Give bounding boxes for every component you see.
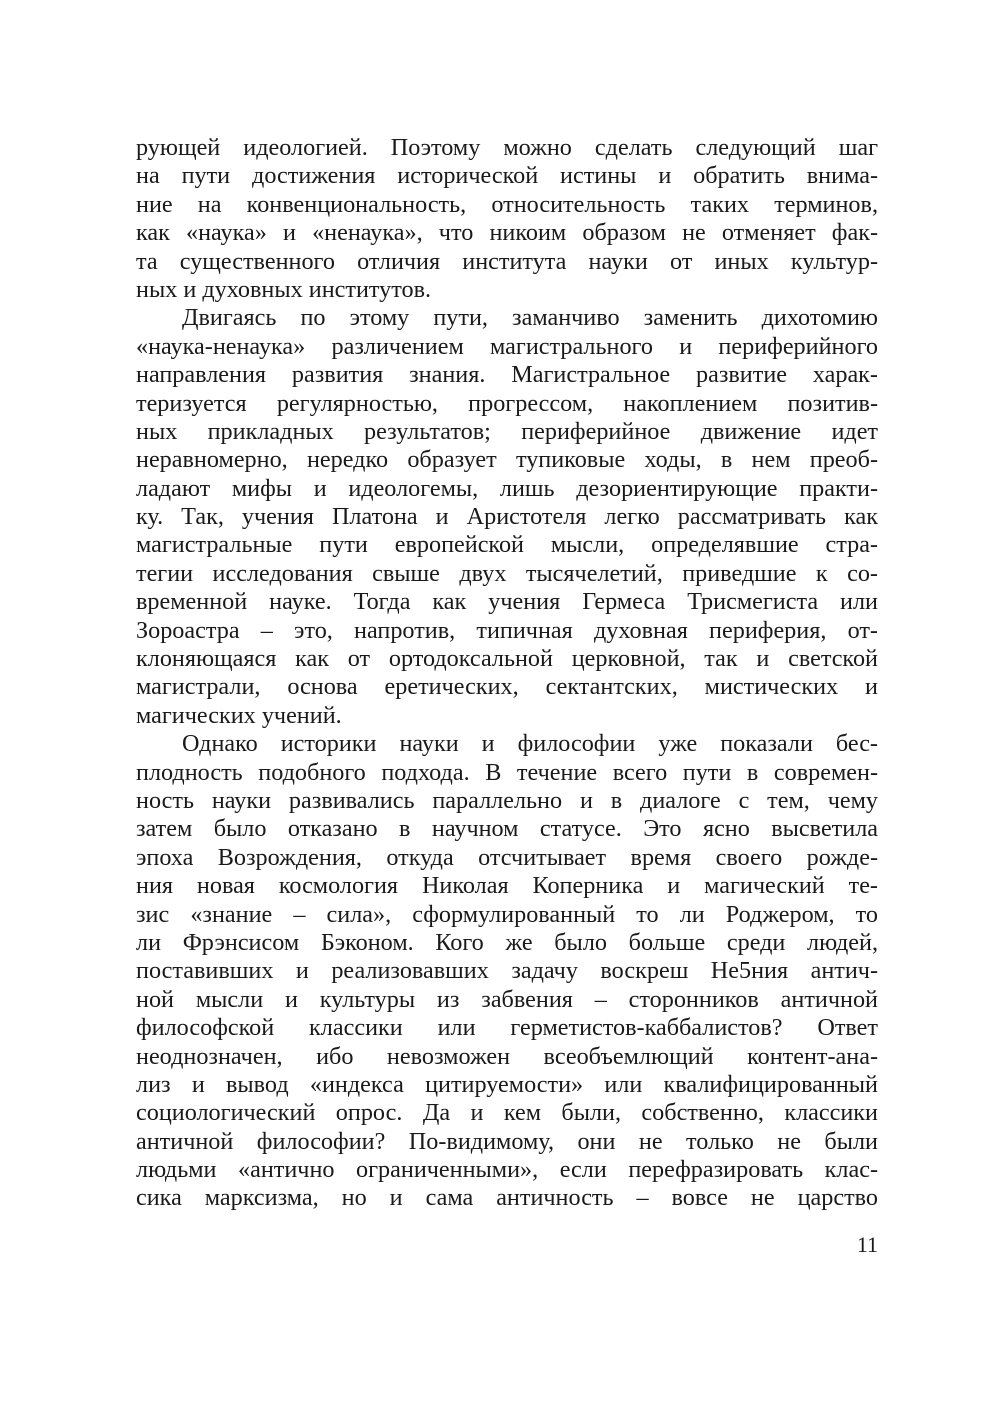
body-text [136,134,878,1213]
text-line: зис «знание – сила», сформулированный то ли Роджером, то [136,900,878,928]
text-line: ных и духовных институтов. [136,275,432,303]
text-line: античной философии? По-видимому, они не только не были [136,1127,878,1155]
text-line: ку. Так, учения Платона и Аристотеля легко рассматривать как [136,503,878,531]
text-line: временной науке. Тогда как учения Гермеса Трисмегиста или [136,588,878,616]
text-line: ных прикладных результатов; периферийное движение идет [136,417,878,445]
text-line: как «наука» и «ненаука», что никоим образом не отменяет фак- [136,219,878,247]
text-line: затем было отказано в научном статусе. Это ясно высветила [136,815,878,843]
text-line: Однако историки науки и философии уже показали бес- [182,730,878,758]
text-line: «наука-ненаука» различением магистрального и периферийного [136,332,878,360]
text-line: тегии исследования свыше двух тысячелетий, приведшие к со- [136,559,878,587]
text-line: теризуется регулярностью, прогрессом, накоплением позитив- [136,389,878,417]
text-line: философской классики или герметистов-каббалистов? Ответ [136,1014,878,1042]
text-line: магистрали, основа еретических, сектантских, мистических и [136,673,878,701]
text-line: лиз и вывод «индекса цитируемости» или квалифицированный [136,1070,878,1098]
text-line: рующей идеологией. Поэтому можно сделать следующий шаг [136,134,878,161]
text-line: эпоха Возрождения, откуда отсчитывает время своего рожде- [136,843,878,871]
text-line: неоднозначен, ибо невозможен всеобъемлющий контент-ана- [136,1042,878,1070]
text-line: ность науки развивались параллельно и в диалоге с тем, чему [136,786,878,814]
text-line: на пути достижения исторической истины и обратить внима- [136,162,878,190]
text-line: Зороастра – это, напротив, типичная духовная периферия, от- [136,616,878,644]
paragraph-1 [136,134,878,304]
text-line: клоняющаяся как от ортодоксальной церковной, так и светской [136,645,878,673]
text-line: людьми «антично ограниченными», если перефразировать клас- [136,1156,878,1184]
text-line: та существенного отличия института науки от иных культур- [136,247,878,275]
text-line: ной мысли и культуры из забвения – сторонников античной [136,985,878,1013]
text-line: ния новая космология Николая Коперника и магический те- [136,872,878,900]
text-line: ние на конвенциональность, относительность таких терминов, [136,190,878,218]
text-line: магических учений. [136,701,342,729]
text-line: социологический опрос. Да и кем были, собственно, классики [136,1099,878,1127]
text-line: плодность подобного подхода. В течение всего пути в современ- [136,758,878,786]
paragraph-3 [136,730,878,1213]
paragraph-2 [136,304,878,730]
text-line: магистральные пути европейской мысли, определявшие стра- [136,531,878,559]
text-line: неравномерно, нередко образует тупиковые ходы, в нем преоб- [136,446,878,474]
text-line: сика марксизма, но и сама античность – вовсе не царство [136,1184,878,1212]
text-line: ладают мифы и идеологемы, лишь дезориентирующие практи- [136,474,878,502]
text-line: ли Фрэнсисом Бэконом. Кого же было больше среди людей, [136,928,878,956]
page-number: 11 [856,1232,878,1257]
text-line: направления развития знания. Магистральное развитие харак- [136,361,878,389]
text-line: поставивших и реализовавших задачу воскреш Не5ния антич- [136,957,878,985]
text-line: Двигаясь по этому пути, заманчиво заменить дихотомию [182,304,878,332]
